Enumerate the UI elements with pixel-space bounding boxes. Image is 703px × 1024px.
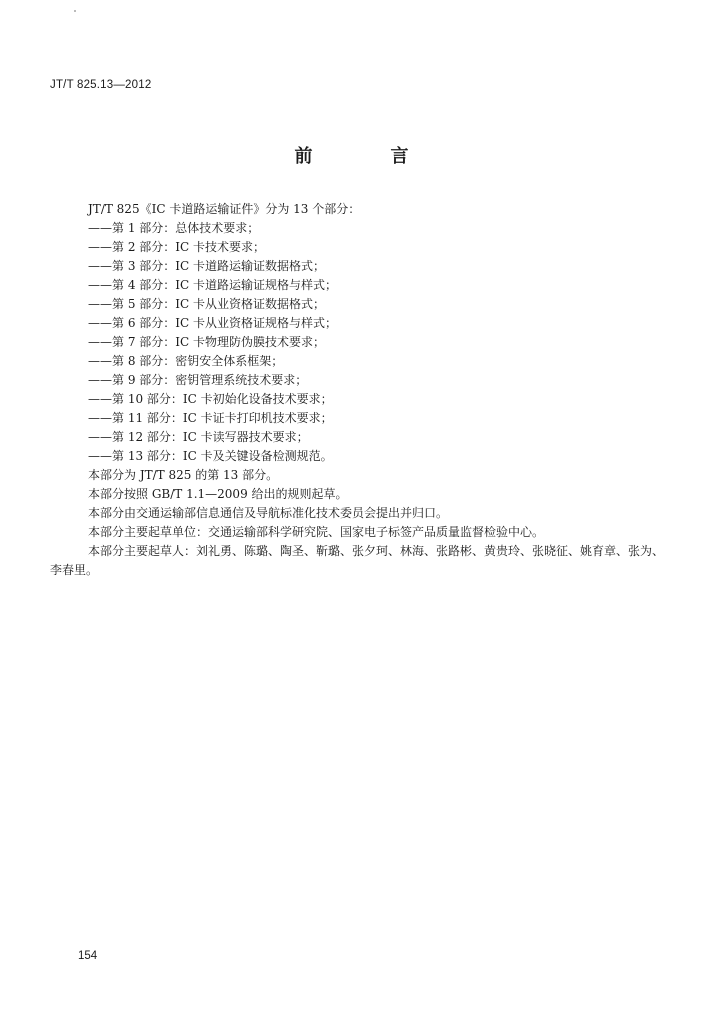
list-item: ——第 10 部分：IC 卡初始化设备技术要求； <box>88 392 333 406</box>
standard-code-header: JT/T 825.13—2012 <box>50 79 152 91</box>
list-item: ——第 6 部分：IC 卡从业资格证规格与样式； <box>88 316 338 330</box>
list-item: ——第 13 部分：IC 卡及关键设备检测规范。 <box>88 449 333 463</box>
list-item: ——第 7 部分：IC 卡物理防伪膜技术要求； <box>88 335 326 349</box>
list-item: ——第 3 部分：IC 卡道路运输证数据格式； <box>88 259 326 273</box>
list-item: ——第 1 部分：总体技术要求； <box>88 221 260 235</box>
statement-proposer: 本部分由交通运输部信息通信及导航标准化技术委员会提出并归口。 <box>88 506 449 520</box>
list-item: ——第 8 部分：密钥安全体系框架； <box>88 354 284 368</box>
list-item: ——第 9 部分：密钥管理系统技术要求； <box>88 373 308 387</box>
statement-part-number: 本部分为 JT/T 825 的第 13 部分。 <box>88 468 279 482</box>
page-number: 154 <box>78 950 98 962</box>
drafters-line-2: 李春里。 <box>50 563 99 577</box>
page-title: 前 言 <box>294 146 439 167</box>
list-item: ——第 11 部分：IC 卡证卡打印机技术要求； <box>88 411 333 425</box>
list-item: ——第 5 部分：IC 卡从业资格证数据格式； <box>88 297 326 311</box>
intro-line: JT/T 825《IC 卡道路运输证件》分为 13 个部分： <box>88 202 361 216</box>
document-body <box>50 200 665 580</box>
statement-drafting-rules: 本部分按照 GB/T 1.1—2009 给出的规则起草。 <box>88 487 348 501</box>
list-item: ——第 2 部分：IC 卡技术要求； <box>88 240 266 254</box>
statement-drafting-units: 本部分主要起草单位：交通运输部科学研究院、国家电子标签产品质量监督检验中心。 <box>88 525 545 539</box>
scan-dot <box>74 10 76 12</box>
list-item: ——第 12 部分：IC 卡读写器技术要求； <box>88 430 309 444</box>
list-item: ——第 4 部分：IC 卡道路运输证规格与样式； <box>88 278 338 292</box>
parts-list <box>50 219 660 466</box>
drafters-line-1: 本部分主要起草人：刘礼勇、陈璐、陶圣、靳璐、张夕珂、林海、张路彬、黄贵玲、张晓征、姚育章、张为、 <box>88 544 665 558</box>
